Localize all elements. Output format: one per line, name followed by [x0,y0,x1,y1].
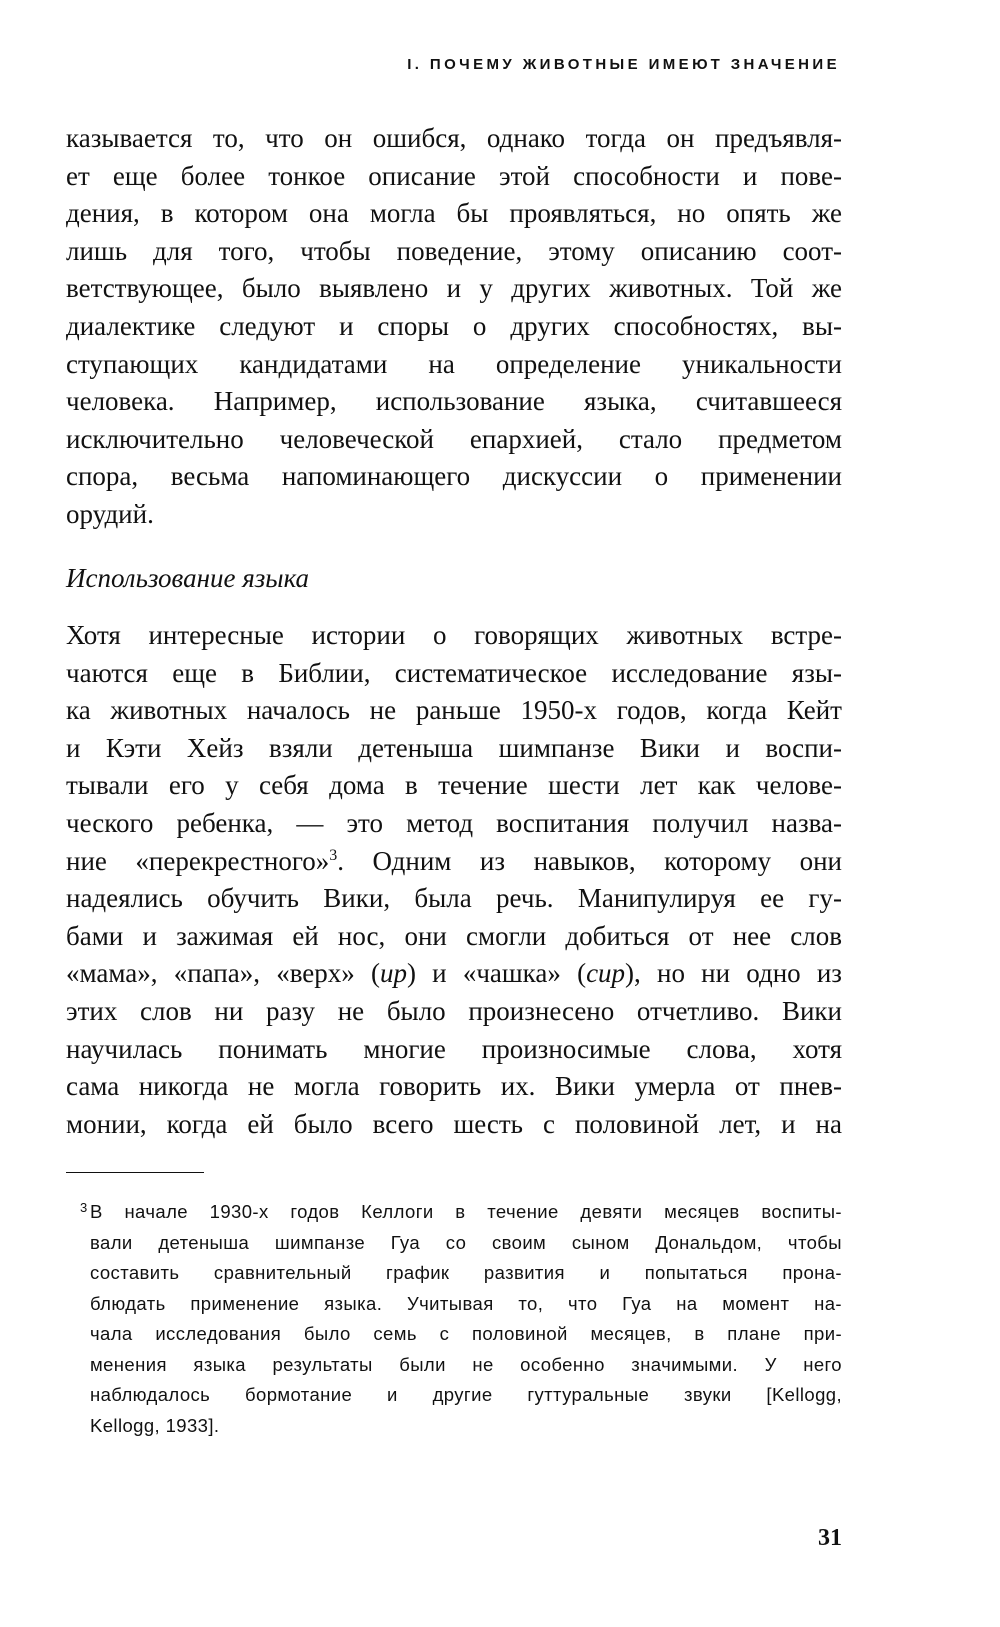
text-fragment: ) и «чашка» ( [406,958,587,989]
text-line: исключительно человеческой епархией, стало предметом [66,423,842,454]
footnote-line: чала исследования было семь с половиной месяцев, в плане при- [90,1323,842,1344]
text-line: Хотя интересные истории о говорящих животных встре- [66,620,842,650]
english-word-up: up [379,958,407,989]
text-line: казывается то, что он ошибся, однако тогда он предъявля- [66,123,842,153]
text-line: ческого ребенка, — это метод воспитания получил назва- [66,807,842,838]
footnote [80,1197,842,1441]
text-line: бами и зажимая ей нос, они смогли добиться от нее слов [66,920,842,951]
text-line: надеялись обучить Вики, была речь. Манипулируя ее гу- [66,883,842,914]
paragraph-1 [66,120,842,534]
text-line: спора, весьма напоминающего дискуссии о применении [66,461,842,492]
text-line [66,843,842,881]
footnote-line: менения языка результаты были не особенно значимыми. У него [90,1353,842,1375]
text-line: ет еще более тонкое описание этой способности и пове- [66,160,842,191]
text-line: этих слов ни разу не было произнесено отчетливо. Вики [66,995,842,1026]
text-line: человека. Например, использование языка, считавшееся [66,386,842,417]
text-line: ступающих кандидатами на определение уникальности [66,348,842,379]
paragraph-2 [66,617,842,1143]
text-line: диалектике следуют и споры о других способностях, вы- [66,310,842,341]
footnote-divider [66,1172,204,1173]
footnote-marker: 3 [80,1200,88,1215]
text-fragment: . Одним из навыков, которому они [337,845,842,876]
text-line: ветствующее, было выявлено и у других животных. Той же [66,273,842,304]
text-line: и Кэти Хейз взяли детеныша шимпанзе Вики и воспи- [66,732,842,763]
text-line: орудий. [66,498,154,529]
text-line: сама никогда не могла говорить их. Вики умерла от пнев- [66,1071,842,1102]
footnote-line: Kellogg, 1933]. [90,1414,220,1436]
english-word-cup: cup [586,958,626,989]
footnote-reference[interactable]: 3 [329,846,338,864]
text-line: лишь для того, чтобы поведение, этому описанию соот- [66,235,842,266]
text-line: ка животных началось не раньше 1950-х годов, когда Кейт [66,695,842,726]
text-fragment: «мама», «папа», «верх» ( [66,958,380,989]
text-line: монии, когда ей было всего шесть с половиной лет, и на [66,1108,842,1139]
footnote-line: наблюдалось бормотание и другие гуттуральные звуки [Kellogg, [90,1384,842,1405]
footnote-line: составить сравнительный график развития и попытаться прона- [90,1262,842,1283]
footnote-line: вали детеныша шимпанзе Гуа со своим сыном Дональдом, чтобы [90,1231,842,1253]
text-line [66,955,842,993]
text-line: дения, в котором она могла бы проявляться, но опять же [66,198,842,229]
text-fragment: ние «перекрестного» [66,845,330,876]
text-line: научилась понимать многие произносимые слова, хотя [66,1033,842,1064]
running-head: I. ПОЧЕМУ ЖИВОТНЫЕ ИМЕЮТ ЗНАЧЕНИЕ [407,56,840,73]
text-line: тывали его у себя дома в течение шести лет как челове- [66,770,842,801]
text-line: чаются еще в Библии, систематическое исследование язы- [66,657,842,688]
footnote-line: В начале 1930-х годов Келлоги в течение девяти месяцев воспиты- [90,1201,842,1222]
page-number: 31 [818,1525,842,1551]
section-heading: Использование языка [66,563,310,593]
text-fragment: ), но ни одно из [625,958,842,989]
footnote-line: блюдать применение языка. Учитывая то, что Гуа на момент на- [90,1292,842,1314]
